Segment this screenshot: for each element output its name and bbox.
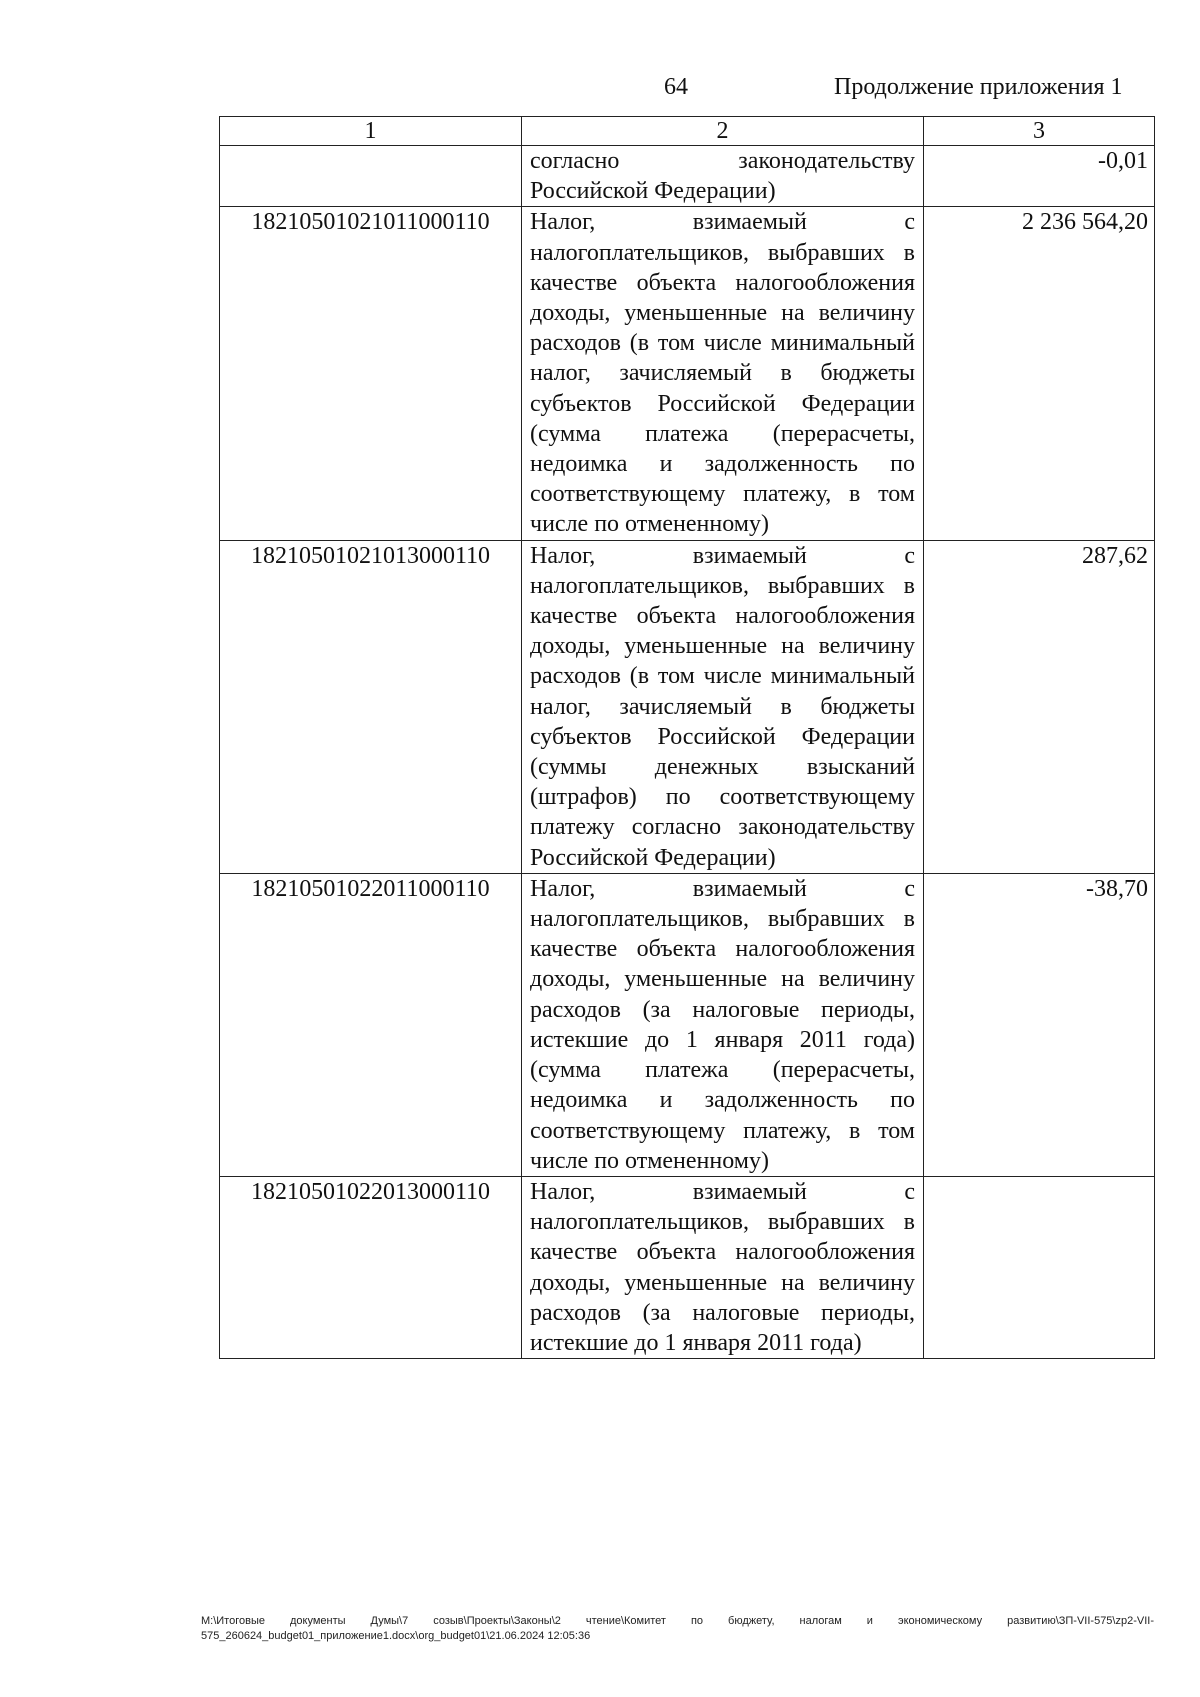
revenue-description: Налог, взимаемый с налогоплательщиков, выбравших в качестве объекта налогообложения доходы, уменьшенные на величину расходов (за налоговые периоды, истекшие до 1 января 2011 года) (сумма платежа (перерасчеты, недоимка и задолженность по соответствующему платежу, в том числе по отмененному)	[522, 873, 924, 1176]
amount-value	[924, 1176, 1155, 1358]
budget-table	[219, 116, 1155, 1359]
page-number: 64	[664, 74, 688, 100]
amount-value: 2 236 564,20	[924, 207, 1155, 540]
revenue-description: Налог, взимаемый с налогоплательщиков, выбравших в качестве объекта налогообложения доходы, уменьшенные на величину расходов (в том числе минимальный налог, зачисляемый в бюджеты субъектов Российской Федерации (сумма платежа (перерасчеты, недоимка и задолженность по соответствующему платежу, в том числе по отмененному)	[522, 207, 924, 540]
classification-code: 18210501021013000110	[220, 540, 522, 873]
column-header-1: 1	[220, 117, 522, 146]
revenue-description: Налог, взимаемый с налогоплательщиков, выбравших в качестве объекта налогообложения доходы, уменьшенные на величину расходов (в том числе минимальный налог, зачисляемый в бюджеты субъектов Российской Федерации (суммы денежных взысканий (штрафов) по соответствующему платежу согласно законодательству Российской Федерации)	[522, 540, 924, 873]
table-row	[220, 146, 1155, 207]
classification-code: 18210501022011000110	[220, 873, 522, 1176]
column-header-3: 3	[924, 117, 1155, 146]
appendix-continuation-note: Продолжение приложения 1	[834, 74, 1123, 100]
column-header-2: 2	[522, 117, 924, 146]
amount-value: -0,01	[924, 146, 1155, 207]
table-row	[220, 207, 1155, 540]
document-file-path-footer: М:\Итоговые документы Думы\7 созыв\Проекты\Законы\2 чтение\Комитет по бюджету, налогам и экономическому развитию\ЗП-VII-575\zp2-VII-575_260624_budget01_приложение1.docx\org_budget01\21.06.2024 12:05:36	[201, 1615, 1154, 1642]
table-row	[220, 1176, 1155, 1358]
revenue-description: Налог, взимаемый с налогоплательщиков, выбравших в качестве объекта налогообложения доходы, уменьшенные на величину расходов (за налоговые периоды, истекшие до 1 января 2011 года)	[522, 1176, 924, 1358]
table-row	[220, 540, 1155, 873]
classification-code	[220, 146, 522, 207]
amount-value: -38,70	[924, 873, 1155, 1176]
classification-code: 18210501021011000110	[220, 207, 522, 540]
amount-value: 287,62	[924, 540, 1155, 873]
classification-code: 18210501022013000110	[220, 1176, 522, 1358]
table-row	[220, 873, 1155, 1176]
table-header-row	[220, 117, 1155, 146]
revenue-description: согласно законодательству Российской Федерации)	[522, 146, 924, 207]
